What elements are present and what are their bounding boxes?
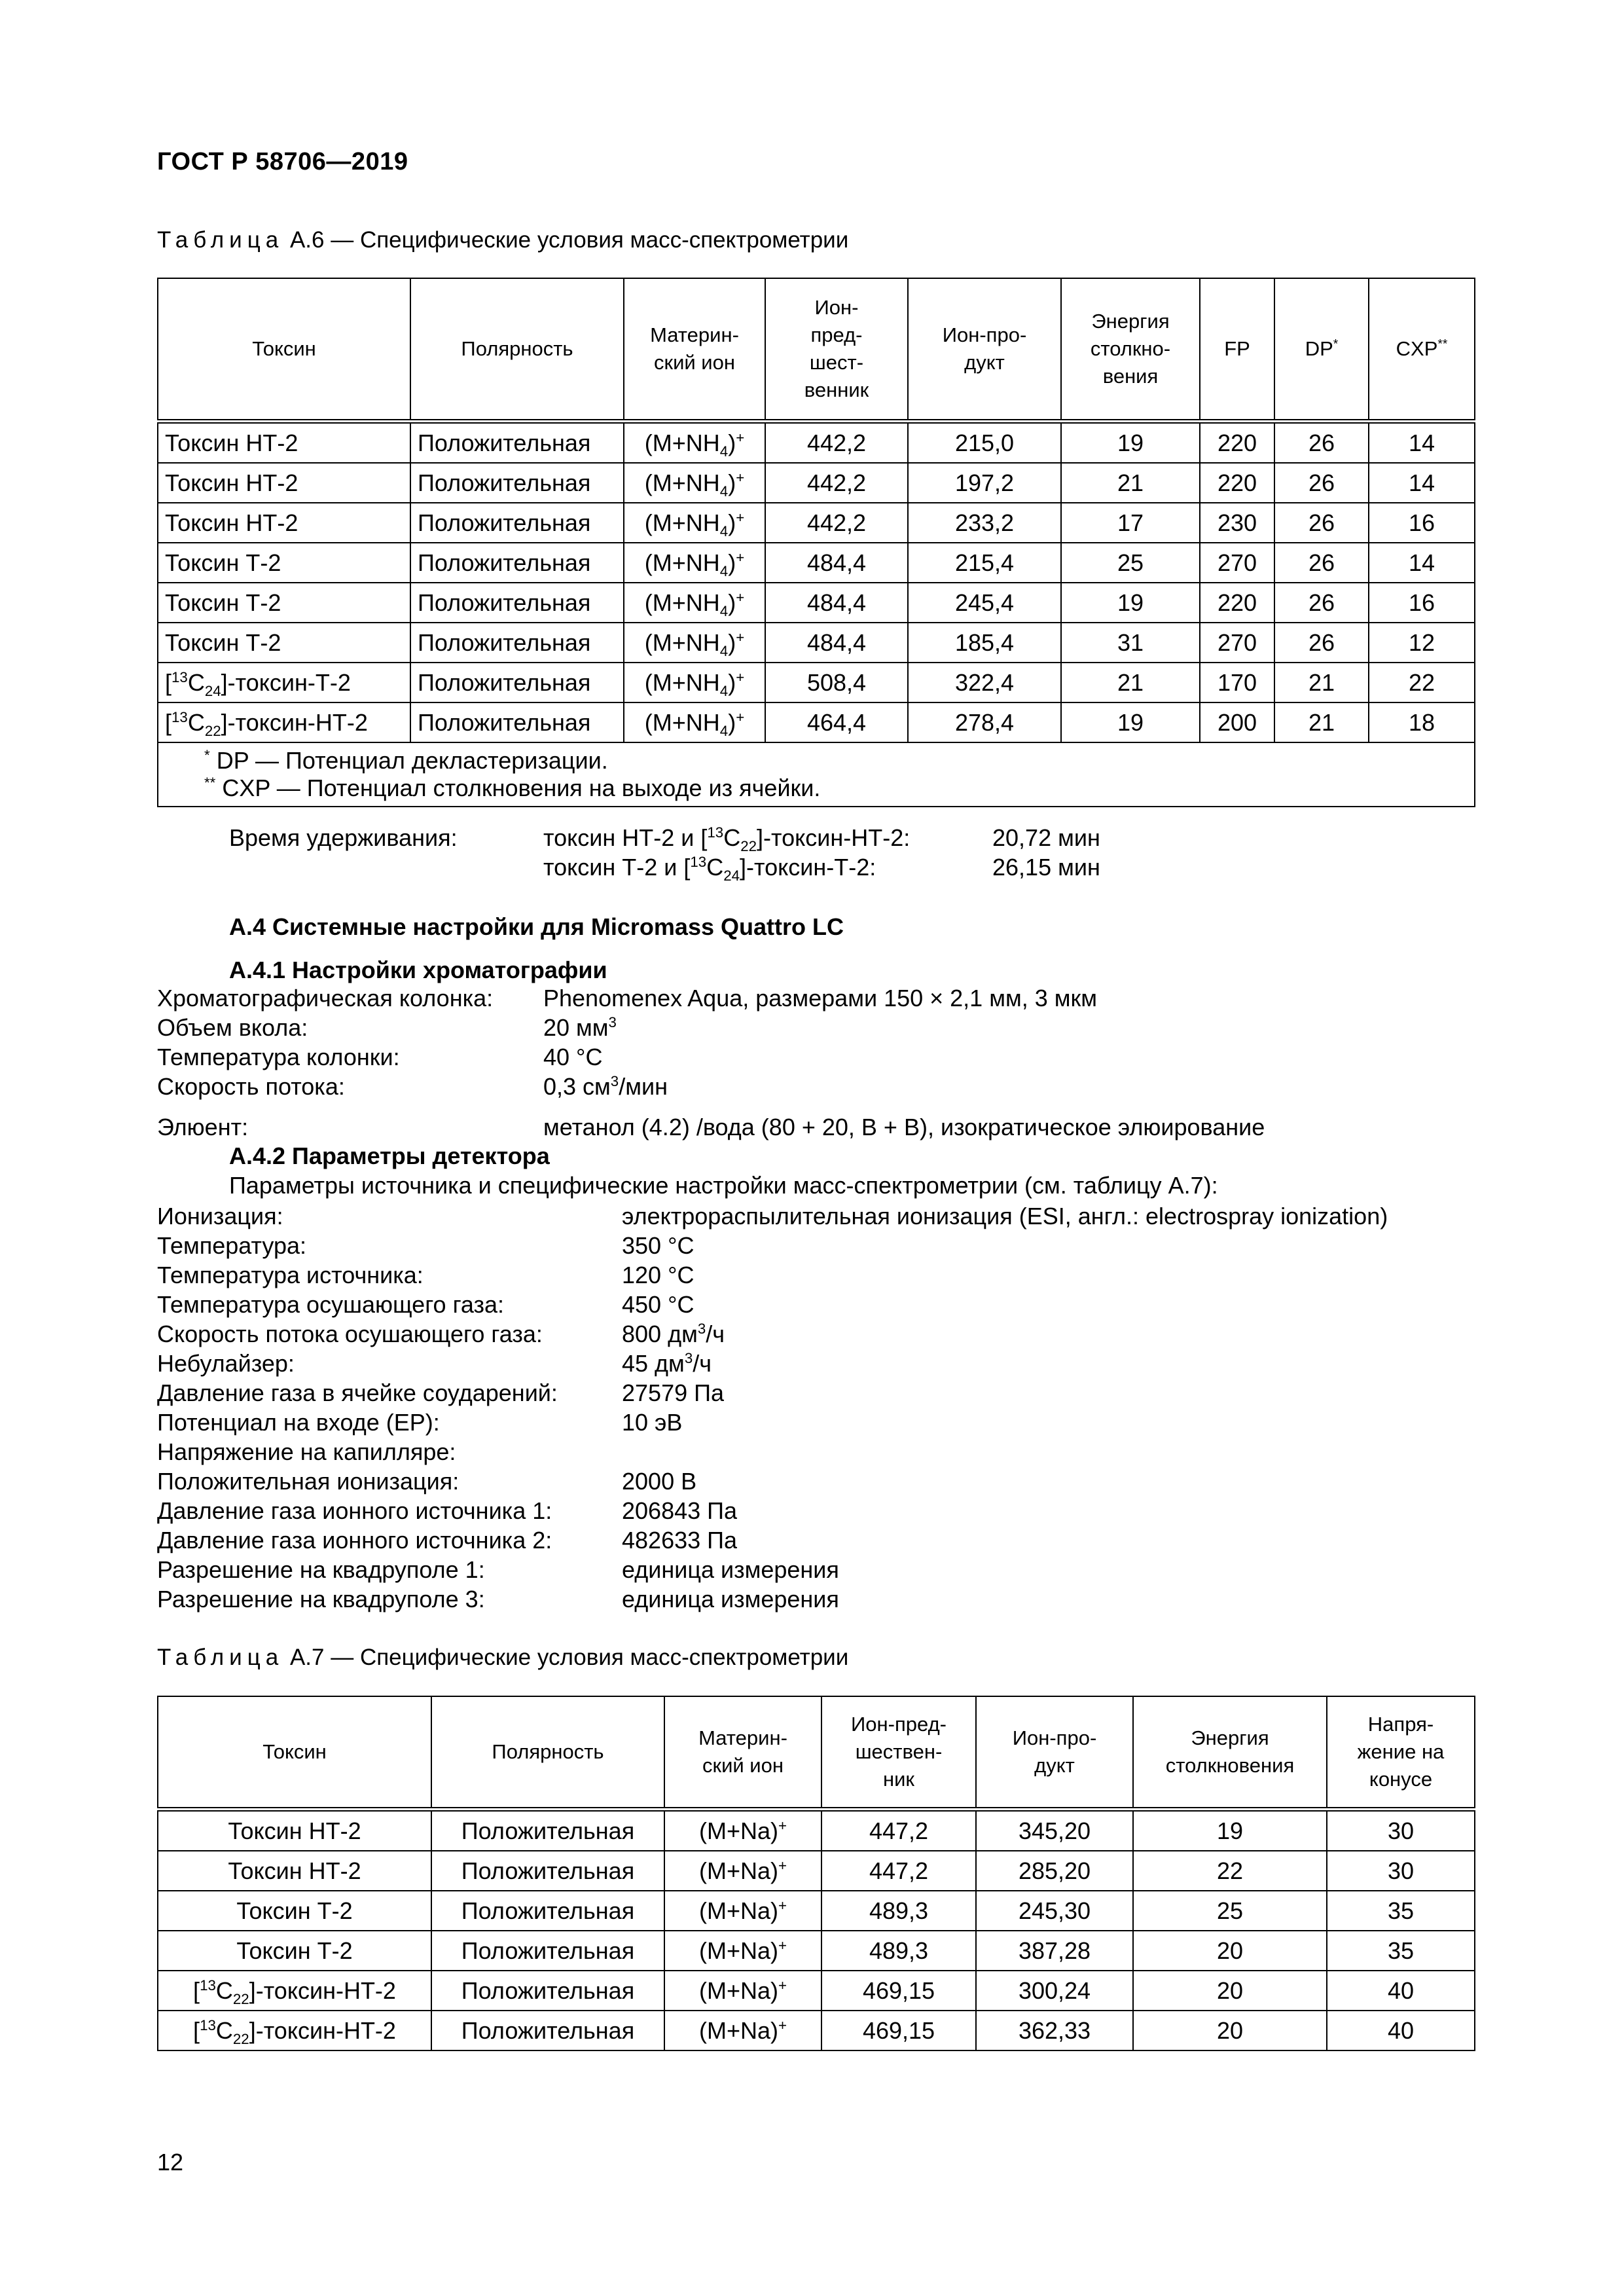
cell-parent-ion: (M+Na)+ [664, 2011, 821, 2050]
param-label: Температура источника: [157, 1262, 424, 1288]
header-cone-voltage: Напря- жение на конусе [1327, 1696, 1475, 1809]
cell-dp: 26 [1274, 543, 1369, 583]
param-value: 350 °С [622, 1232, 695, 1259]
cell-product: 278,4 [908, 702, 1061, 742]
header-fp: FP [1200, 278, 1274, 421]
flow-label: Скорость потока: [157, 1073, 345, 1100]
cell-toxin: Токсин Т-2 [158, 1931, 431, 1971]
cell-cxp: 14 [1369, 463, 1475, 503]
cell-cxp: 18 [1369, 702, 1475, 742]
cell-toxin: Токсин НТ-2 [158, 421, 410, 463]
cell-toxin: $[^{13}C_{22}]-токсин-НТ-2$ [158, 1971, 431, 2011]
column-temp-value: 40 °С [543, 1044, 603, 1070]
cell-precursor: 442,2 [765, 463, 908, 503]
param-value: 45 $дм^3/ч$ [622, 1350, 712, 1377]
cell-energy: 17 [1061, 503, 1200, 543]
header-cxp: CXP** [1369, 278, 1475, 421]
cell-energy: 20 [1133, 1971, 1327, 2011]
volume-label: Объем вкола: [157, 1014, 308, 1041]
cell-polarity: Положительная [431, 2011, 664, 2050]
cell-dp: 26 [1274, 583, 1369, 623]
cell-parent-ion: (M+Na)+ [664, 1851, 821, 1891]
param-value: электрораспылительная ионизация (ESI, англ.: electrospray ionization) [622, 1203, 1388, 1230]
cell-product: 362,33 [976, 2011, 1133, 2050]
document-title: ГОСТ Р 58706—2019 [157, 148, 408, 175]
column-label: Хроматографическая колонка: [157, 985, 494, 1011]
cell-dp: 21 [1274, 702, 1369, 742]
table-row [158, 421, 1475, 463]
eluent-value: метанол (4.2) /вода (80 + 20, В + В), изократическое элюирование [543, 1114, 1265, 1140]
param-value: 10 эВ [622, 1409, 683, 1436]
header-parent-ion: Материн- ский ион [624, 278, 765, 421]
cell-parent-ion: $(M+NH_4)^+$ [624, 663, 765, 702]
page-number: 12 [157, 2149, 184, 2176]
cell-toxin: Токсин Т-2 [158, 583, 410, 623]
table-row [158, 503, 1475, 543]
cell-cone: 40 [1327, 1971, 1475, 2011]
cell-polarity: Положительная [410, 503, 624, 543]
cell-precursor: 469,15 [821, 2011, 976, 2050]
cell-energy: 20 [1133, 1931, 1327, 1971]
cell-precursor: 489,3 [821, 1891, 976, 1931]
cell-fp: 270 [1200, 543, 1274, 583]
cell-product: 215,0 [908, 421, 1061, 463]
cell-parent-ion: $(M+NH_4)^+$ [624, 503, 765, 543]
cell-precursor: 508,4 [765, 663, 908, 702]
cell-parent-ion: $(M+NH_4)^+$ [624, 583, 765, 623]
cell-parent-ion: (M+Na)+ [664, 1931, 821, 1971]
param-label: Разрешение на квадруполе 1: [157, 1556, 485, 1583]
param-label: Температура: [157, 1232, 307, 1259]
cell-precursor: 484,4 [765, 583, 908, 623]
cell-precursor: 447,2 [821, 1809, 976, 1851]
volume-value: 20 $мм^3$ [543, 1014, 617, 1041]
cell-polarity: Положительная [410, 583, 624, 623]
param-value: 206843 Па [622, 1497, 738, 1524]
cell-toxin: $[^{13}C_{22}]-токсин-НТ-2$ [158, 702, 410, 742]
section-a4-title: А.4 Системные настройки для Micromass Quattro LC [229, 913, 844, 940]
header-collision-energy: Энергия столкновения [1133, 1696, 1327, 1809]
cell-toxin: Токсин НТ-2 [158, 1809, 431, 1851]
cell-energy: 21 [1061, 663, 1200, 702]
cell-precursor: 447,2 [821, 1851, 976, 1891]
cell-cone: 35 [1327, 1891, 1475, 1931]
cell-precursor: 484,4 [765, 623, 908, 663]
retention-value-1: 20,72 мин [992, 824, 1100, 851]
cell-toxin: Токсин Т-2 [158, 543, 410, 583]
table-row [158, 623, 1475, 663]
column-temp-label: Температура колонки: [157, 1044, 400, 1070]
cell-polarity: Положительная [431, 1851, 664, 1891]
cell-product: 245,4 [908, 583, 1061, 623]
param-value: единица измерения [622, 1556, 839, 1583]
param-label: Давление газа ионного источника 2: [157, 1527, 552, 1554]
header-precursor-ion: Ион- пред- шест- венник [765, 278, 908, 421]
flow-value: 0,3 $см^3$/мин [543, 1073, 668, 1100]
table-a6-notes [158, 742, 1475, 807]
param-label: Скорость потока осушающего газа: [157, 1321, 543, 1347]
cell-product: 233,2 [908, 503, 1061, 543]
cell-cxp: 16 [1369, 503, 1475, 543]
table-row [158, 1851, 1475, 1891]
table-a7-header-row [158, 1696, 1475, 1809]
cell-product: 185,4 [908, 623, 1061, 663]
param-label: Напряжение на капилляре: [157, 1438, 456, 1465]
table-a7 [157, 1696, 1475, 2051]
cell-product: 245,30 [976, 1891, 1133, 1931]
cell-energy: 25 [1061, 543, 1200, 583]
cell-toxin: Токсин Т-2 [158, 623, 410, 663]
param-value: 27579 Па [622, 1379, 725, 1406]
cell-energy: 21 [1061, 463, 1200, 503]
cell-polarity: Положительная [410, 463, 624, 503]
param-label: Положительная ионизация: [157, 1468, 460, 1495]
retention-value-2: 26,15 мин [992, 854, 1100, 881]
cell-precursor: 469,15 [821, 1971, 976, 2011]
table-a6-notes-row [158, 742, 1475, 807]
retention-line1: токсин НТ-2 и $[^{13}C_{22}]-токсин-НТ-2$: [543, 824, 911, 855]
cell-energy: 19 [1061, 583, 1200, 623]
cell-energy: 19 [1133, 1809, 1327, 1851]
param-value: 800 $дм^3/ч$ [622, 1321, 725, 1347]
table-a6 [157, 278, 1475, 807]
table-a6-header-row [158, 278, 1475, 421]
cell-fp: 220 [1200, 421, 1274, 463]
cell-product: 345,20 [976, 1809, 1133, 1851]
cell-polarity: Положительная [410, 663, 624, 702]
cell-polarity: Положительная [410, 543, 624, 583]
cell-fp: 220 [1200, 583, 1274, 623]
cell-precursor: 484,4 [765, 543, 908, 583]
cell-parent-ion: $(M+NH_4)^+$ [624, 623, 765, 663]
cell-precursor: 489,3 [821, 1931, 976, 1971]
cell-toxin: Токсин НТ-2 [158, 503, 410, 543]
section-a42-title: А.4.2 Параметры детектора [229, 1142, 550, 1169]
cell-energy: 31 [1061, 623, 1200, 663]
cell-dp: 26 [1274, 503, 1369, 543]
cell-parent-ion: (M+Na)+ [664, 1971, 821, 2011]
cell-precursor: 442,2 [765, 421, 908, 463]
cell-parent-ion: $(M+NH_4)^+$ [624, 463, 765, 503]
table-row [158, 463, 1475, 503]
cell-parent-ion: (M+Na)+ [664, 1891, 821, 1931]
param-value: 2000 В [622, 1468, 697, 1495]
param-label: Давление газа в ячейке соударений: [157, 1379, 558, 1406]
retention-line2: токсин Т-2 и $[^{13}C_{24}]-токсин-Т-2$: [543, 854, 876, 884]
header-product-ion: Ион-про- дукт [976, 1696, 1133, 1809]
cell-toxin: Токсин Т-2 [158, 1891, 431, 1931]
footnote-dp: * DP — Потенциал декластеризации. [204, 746, 608, 774]
table-a6-caption-text: А.6 — Специфические условия масс-спектрометрии [283, 227, 849, 253]
param-label: Температура осушающего газа: [157, 1291, 505, 1318]
cell-polarity: Положительная [410, 702, 624, 742]
header-product-ion: Ион-про- дукт [908, 278, 1061, 421]
cell-energy: 25 [1133, 1891, 1327, 1931]
table-row [158, 1931, 1475, 1971]
cell-dp: 21 [1274, 663, 1369, 702]
cell-parent-ion: $(M+NH_4)^+$ [624, 702, 765, 742]
cell-cxp: 12 [1369, 623, 1475, 663]
table-a6-caption [157, 227, 848, 253]
cell-product: 197,2 [908, 463, 1061, 503]
table-row [158, 1891, 1475, 1931]
param-label: Небулайзер: [157, 1350, 295, 1377]
cell-parent-ion: (M+Na)+ [664, 1809, 821, 1851]
section-a42-intro: Параметры источника и специфические настройки масс-спектрометрии (см. таблицу А.7): [229, 1172, 1218, 1199]
cell-fp: 270 [1200, 623, 1274, 663]
cell-product: 215,4 [908, 543, 1061, 583]
cell-fp: 200 [1200, 702, 1274, 742]
cell-fp: 170 [1200, 663, 1274, 702]
param-value: единица измерения [622, 1586, 839, 1613]
header-polarity: Полярность [431, 1696, 664, 1809]
table-a7-caption [157, 1645, 848, 1671]
cell-polarity: Положительная [410, 421, 624, 463]
eluent-label: Элюент: [157, 1114, 249, 1140]
cell-toxin: Токсин НТ-2 [158, 463, 410, 503]
table-row [158, 2011, 1475, 2050]
cell-energy: 20 [1133, 2011, 1327, 2050]
footnote-cxp: ** CXP — Потенциал столкновения на выходе из ячейки. [204, 774, 821, 801]
cell-precursor: 464,4 [765, 702, 908, 742]
cell-dp: 26 [1274, 421, 1369, 463]
table-a6-caption-word: Таблица [157, 227, 284, 253]
param-label: Разрешение на квадруполе 3: [157, 1586, 485, 1613]
table-row [158, 583, 1475, 623]
cell-polarity: Положительная [410, 623, 624, 663]
cell-precursor: 442,2 [765, 503, 908, 543]
param-value: 450 °С [622, 1291, 695, 1318]
cell-product: 322,4 [908, 663, 1061, 702]
cell-product: 300,24 [976, 1971, 1133, 2011]
cell-polarity: Положительная [431, 1891, 664, 1931]
cell-energy: 19 [1061, 421, 1200, 463]
cell-cone: 30 [1327, 1809, 1475, 1851]
param-value: 482633 Па [622, 1527, 738, 1554]
column-value: Phenomenex Aqua, размерами 150 × 2,1 мм, 3 мкм [543, 985, 1097, 1011]
table-row [158, 663, 1475, 702]
section-a41-title: А.4.1 Настройки хроматографии [229, 957, 607, 983]
param-label: Потенциал на входе (ЕР): [157, 1409, 440, 1436]
cell-product: 387,28 [976, 1931, 1133, 1971]
table-a7-caption-word: Таблица [157, 1645, 284, 1670]
header-collision-energy: Энергия столкно- вения [1061, 278, 1200, 421]
cell-parent-ion: $(M+NH_4)^+$ [624, 543, 765, 583]
param-label: Ионизация: [157, 1203, 283, 1230]
cell-cxp: 14 [1369, 421, 1475, 463]
cell-energy: 22 [1133, 1851, 1327, 1891]
cell-cxp: 22 [1369, 663, 1475, 702]
cell-cone: 35 [1327, 1931, 1475, 1971]
cell-toxin: $[^{13}C_{22}]-токсин-НТ-2$ [158, 2011, 431, 2050]
cell-cone: 40 [1327, 2011, 1475, 2050]
cell-fp: 220 [1200, 463, 1274, 503]
retention-label: Время удерживания: [229, 824, 458, 851]
header-polarity: Полярность [410, 278, 624, 421]
cell-toxin: Токсин НТ-2 [158, 1851, 431, 1891]
table-row [158, 1809, 1475, 1851]
table-a7-caption-text: А.7 — Специфические условия масс-спектрометрии [283, 1645, 849, 1670]
table-row [158, 702, 1475, 742]
header-dp: DP* [1274, 278, 1369, 421]
cell-cone: 30 [1327, 1851, 1475, 1891]
cell-polarity: Положительная [431, 1809, 664, 1851]
header-toxin: Токсин [158, 278, 410, 421]
table-row [158, 543, 1475, 583]
cell-polarity: Положительная [431, 1931, 664, 1971]
cell-dp: 26 [1274, 623, 1369, 663]
cell-dp: 26 [1274, 463, 1369, 503]
cell-parent-ion: $(M+NH_4)^+$ [624, 421, 765, 463]
header-toxin: Токсин [158, 1696, 431, 1809]
cell-polarity: Положительная [431, 1971, 664, 2011]
header-precursor-ion: Ион-пред- шествен- ник [821, 1696, 976, 1809]
cell-fp: 230 [1200, 503, 1274, 543]
param-label: Давление газа ионного источника 1: [157, 1497, 552, 1524]
table-row [158, 1971, 1475, 2011]
cell-cxp: 14 [1369, 543, 1475, 583]
cell-toxin: $[^{13}C_{24}]-токсин-Т-2$ [158, 663, 410, 702]
header-parent-ion: Материн- ский ион [664, 1696, 821, 1809]
cell-cxp: 16 [1369, 583, 1475, 623]
param-value: 120 °С [622, 1262, 695, 1288]
cell-product: 285,20 [976, 1851, 1133, 1891]
cell-energy: 19 [1061, 702, 1200, 742]
